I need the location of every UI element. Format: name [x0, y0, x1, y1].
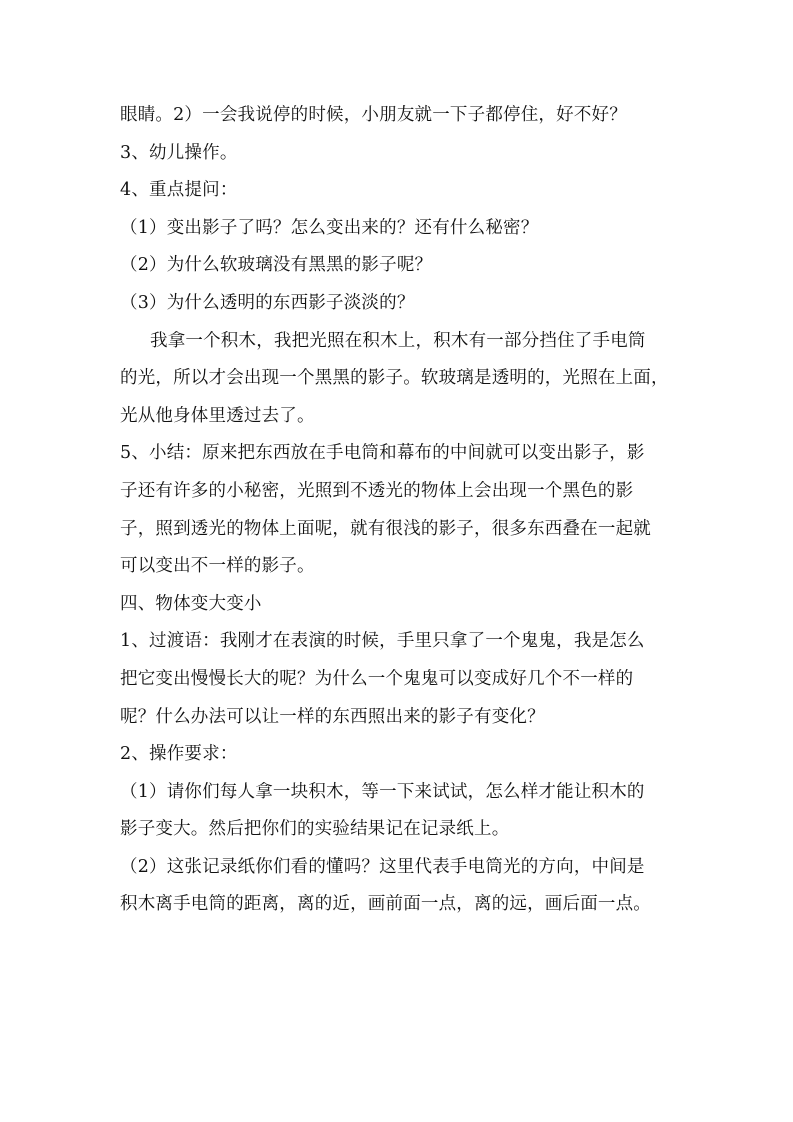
text-line: 眼睛。2）一会我说停的时候，小朋友就一下子都停住，好不好？ — [120, 105, 627, 125]
question-item: （1）变出影子了吗？怎么变出来的？还有什么秘密？ — [120, 217, 539, 238]
section-heading: 四、物体变大变小 — [120, 593, 262, 614]
paragraph-line: 我拿一个积木，我把光照在积木上，积木有一部分挡住了手电筒 — [150, 330, 646, 351]
list-item: 4、重点提问： — [120, 180, 238, 201]
paragraph-line: 1、过渡语：我刚才在表演的时候，手里只拿了一个鬼鬼，我是怎么 — [120, 631, 645, 652]
paragraph-line: 呢？什么办法可以让一样的东西照出来的影子有变化？ — [120, 706, 545, 727]
paragraph-line: 光从他身体里透过去了。 — [120, 405, 315, 426]
list-item: 3、幼儿操作。 — [120, 142, 238, 163]
document-body — [120, 97, 680, 924]
requirement-line: （2）这张记录纸你们看的懂吗？这里代表手电筒光的方向，中间是 — [120, 856, 645, 877]
summary-line: 子还有许多的小秘密，光照到不透光的物体上会出现一个黑色的影 — [120, 480, 634, 501]
summary-line: 子，照到透光的物体上面呢，就有很浅的影子，很多东西叠在一起就 — [120, 518, 651, 539]
question-item: （3）为什么透明的东西影子淡淡的？ — [120, 292, 415, 313]
paragraph-line: 把它变出慢慢长大的呢？为什么一个鬼鬼可以变成好几个不一样的 — [120, 668, 634, 689]
paragraph-line: 的光，所以才会出现一个黑黑的影子。软玻璃是透明的，光照在上面， — [120, 368, 669, 389]
requirement-line: 积木离手电筒的距离，离的近，画前面一点，离的远，画后面一点。 — [120, 894, 651, 915]
list-item: 2、操作要求： — [120, 744, 238, 765]
summary-line: 可以变出不一样的影子。 — [120, 556, 315, 577]
requirement-line: （1）请你们每人拿一块积木，等一下来试试，怎么样才能让积木的 — [120, 781, 645, 802]
summary-line: 5、小结：原来把东西放在手电筒和幕布的中间就可以变出影子，影 — [120, 443, 645, 464]
question-item: （2）为什么软玻璃没有黑黑的影子呢？ — [120, 255, 433, 276]
requirement-line: 影子变大。然后把你们的实验结果记在记录纸上。 — [120, 819, 510, 840]
